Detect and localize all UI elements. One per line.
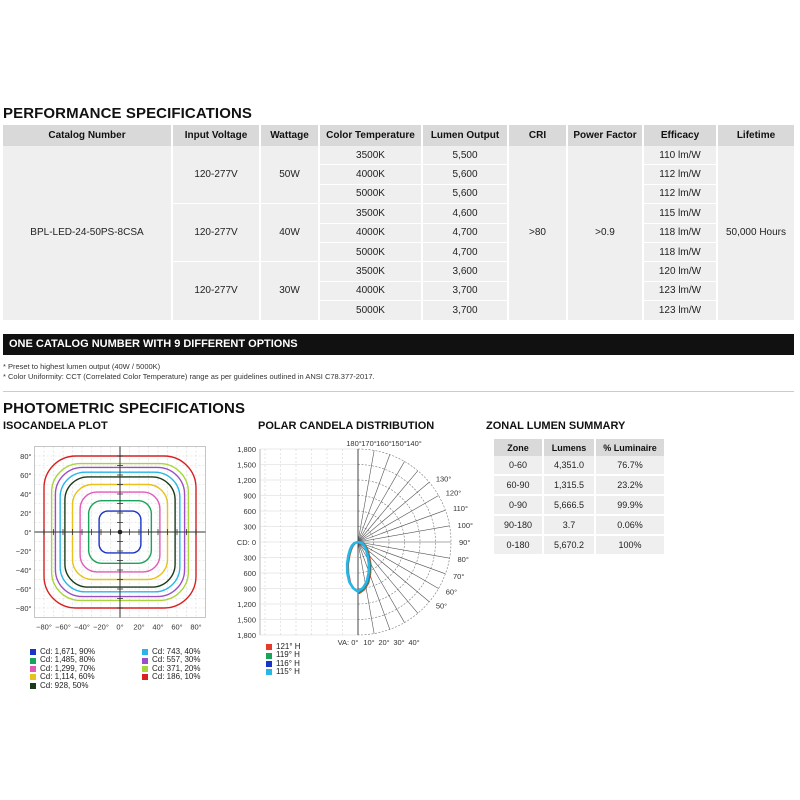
polar-legend: [266, 643, 301, 677]
legend-label: Cd: 1,299, 70%: [40, 663, 96, 673]
performance-header-row: [3, 125, 794, 146]
zone-percent-cell: 99.9%: [595, 495, 664, 515]
y-tick-label: −40°: [15, 566, 32, 575]
lumens-cell: 3,700: [422, 301, 508, 320]
photometric-title: PHOTOMETRIC SPECIFICATIONS: [3, 400, 246, 417]
lumens-cell: 4,700: [422, 242, 508, 261]
zone-percent-cell: 23.2%: [595, 475, 664, 495]
legend-swatch: [30, 674, 36, 680]
header-lumens: Lumen Output: [422, 125, 508, 146]
y-tick-label: 40°: [20, 490, 32, 499]
legend-swatch: [30, 683, 36, 689]
y-tick-label: −20°: [15, 547, 32, 556]
angle-label: 90°: [459, 538, 471, 547]
note-uniformity: * Color Uniformity: CCT (Correlated Color Temperature) range as per guidelines outlined in ANSI C78.377-2017.: [3, 372, 375, 381]
efficacy-cell: 123 lm/W: [643, 301, 717, 320]
efficacy-cell: 112 lm/W: [643, 165, 717, 184]
zone-lumens-cell: 3.7: [543, 515, 595, 535]
header-cct: Color Temperature: [319, 125, 422, 146]
zone-lumens-cell: 4,351.0: [543, 456, 595, 475]
efficacy-cell: 118 lm/W: [643, 242, 717, 261]
legend-item: [142, 673, 200, 681]
cct-cell: 4000K: [319, 165, 422, 184]
legend-label: Cd: 1,114, 60%: [40, 672, 95, 682]
legend-swatch: [266, 653, 272, 659]
voltage-cell: 120-277V: [172, 204, 260, 262]
angle-label: 110°: [453, 504, 468, 514]
angle-label: 80°: [457, 555, 469, 565]
x-tick-label: −20°: [93, 622, 109, 632]
efficacy-cell: 120 lm/W: [643, 262, 717, 281]
legend-label: 121° H: [276, 642, 301, 651]
cct-cell: 4000K: [319, 281, 422, 300]
performance-table: [3, 125, 794, 321]
isocandela-chart: [0, 435, 230, 647]
angle-label: 50°: [435, 601, 448, 611]
zone-cell: 0-60: [494, 456, 543, 475]
legend-swatch: [266, 661, 272, 667]
wattage-cell: 40W: [260, 204, 319, 262]
polar-title: POLAR CANDELA DISTRIBUTION: [258, 420, 435, 432]
legend-item: [266, 668, 301, 676]
zone-lumens-cell: 5,670.2: [543, 535, 595, 555]
table-row: [494, 515, 664, 535]
banner-text: ONE CATALOG NUMBER WITH 9 DIFFERENT OPTIONS: [9, 338, 298, 350]
angle-label: 10°: [363, 638, 375, 647]
options-banner: [3, 334, 794, 355]
lumens-cell: 3,600: [422, 262, 508, 281]
legend-item: [30, 682, 95, 690]
cct-cell: 5000K: [319, 301, 422, 320]
efficacy-cell: 115 lm/W: [643, 204, 717, 223]
zone-percent-cell: 76.7%: [595, 456, 664, 475]
header-efficacy: Efficacy: [643, 125, 717, 146]
center-label: CD: 0: [236, 538, 256, 547]
angle-label: 140°: [406, 439, 422, 448]
zonal-header-zone: Zone: [494, 439, 543, 456]
zone-percent-cell: 0.06%: [595, 515, 664, 535]
x-tick-label: 0°: [116, 622, 124, 632]
x-tick-label: −80°: [36, 622, 52, 632]
header-catalog: Catalog Number: [3, 125, 172, 146]
x-tick-label: 60°: [171, 622, 183, 632]
y-tick-label: 20°: [20, 509, 32, 518]
legend-label: Cd: 557, 30%: [152, 655, 201, 665]
zone-cell: 0-90: [494, 495, 543, 515]
table-row: [3, 146, 794, 165]
legend-swatch: [266, 669, 272, 675]
angle-label: 170°: [361, 439, 377, 448]
x-tick-label: −40°: [74, 622, 90, 632]
zonal-table: [494, 439, 664, 556]
lumens-cell: 5,500: [422, 146, 508, 165]
radial-tick-label: 1,500: [237, 460, 256, 470]
lumens-cell: 4,600: [422, 204, 508, 223]
legend-swatch: [30, 649, 36, 655]
legend-label: Cd: 928, 50%: [40, 680, 89, 690]
legend-swatch: [266, 644, 272, 650]
y-tick-label: 0°: [24, 528, 32, 537]
legend-label: 119° H: [276, 650, 300, 660]
legend-swatch: [30, 666, 36, 672]
legend-label: Cd: 1,671, 90%: [40, 647, 96, 656]
zone-lumens-cell: 1,315.5: [543, 475, 595, 495]
x-tick-label: 40°: [152, 622, 164, 632]
angle-label: 40°: [408, 638, 420, 647]
radial-tick-label: 900: [243, 491, 256, 501]
voltage-cell: 120-277V: [172, 262, 260, 320]
angle-label: 180°: [346, 439, 362, 448]
angle-label: 100°: [457, 520, 474, 530]
catalog-number: BPL-LED-24-50PS-8CSA: [3, 146, 172, 320]
cct-cell: 3500K: [319, 262, 422, 281]
legend-label: Cd: 186, 10%: [152, 672, 201, 682]
angle-label: 20°: [378, 638, 390, 647]
radial-tick-label: 600: [243, 507, 256, 516]
efficacy-cell: 118 lm/W: [643, 223, 717, 242]
zonal-title: ZONAL LUMEN SUMMARY: [486, 420, 626, 432]
efficacy-cell: 112 lm/W: [643, 184, 717, 203]
isocandela-title: ISOCANDELA PLOT: [3, 420, 108, 432]
angle-label: VA: 0°: [337, 638, 359, 647]
header-pf: Power Factor: [567, 125, 643, 146]
header-voltage: Input Voltage: [172, 125, 260, 146]
zone-percent-cell: 100%: [595, 535, 664, 555]
radial-tick-label: 300: [243, 522, 256, 532]
zone-lumens-cell: 5,666.5: [543, 495, 595, 515]
zonal-header-percent: % Luminaire: [595, 439, 664, 456]
legend-swatch: [30, 658, 36, 664]
y-tick-label: −80°: [15, 604, 32, 613]
table-row: [494, 495, 664, 515]
voltage-cell: 120-277V: [172, 146, 260, 204]
cct-cell: 5000K: [319, 242, 422, 261]
performance-title: PERFORMANCE SPECIFICATIONS: [3, 105, 253, 122]
legend-label: 116° H: [276, 658, 300, 668]
radial-tick-label: 1,500: [237, 615, 256, 625]
angle-label: 30°: [393, 638, 405, 647]
angle-label: 160°: [376, 439, 392, 448]
cct-cell: 4000K: [319, 223, 422, 242]
angle-label: 150°: [391, 439, 407, 448]
legend-swatch: [142, 666, 148, 672]
x-tick-label: 80°: [190, 622, 202, 632]
radial-tick-label: 600: [243, 569, 256, 578]
table-row: [494, 475, 664, 495]
angle-label: 120°: [445, 488, 462, 498]
zonal-header-lumens: Lumens: [543, 439, 595, 456]
y-tick-label: −60°: [15, 585, 32, 594]
angle-label: 60°: [445, 587, 458, 597]
legend-label: Cd: 743, 40%: [152, 647, 201, 656]
cct-cell: 3500K: [319, 204, 422, 223]
lumens-cell: 5,600: [422, 165, 508, 184]
x-tick-label: −60°: [55, 622, 71, 632]
cct-cell: 5000K: [319, 184, 422, 203]
table-row: [494, 456, 664, 475]
wattage-cell: 50W: [260, 146, 319, 204]
isocandela-legend-left: [30, 648, 95, 690]
angle-label: 70°: [453, 571, 465, 581]
angle-label: 130°: [435, 474, 452, 484]
table-row: [494, 535, 664, 555]
header-lifetime: Lifetime: [717, 125, 794, 146]
zone-cell: 0-180: [494, 535, 543, 555]
radial-tick-label: 900: [243, 584, 256, 594]
legend-label: Cd: 371, 20%: [152, 663, 201, 673]
note-preset: * Preset to highest lumen output (40W / 5000K): [3, 362, 161, 371]
header-wattage: Wattage: [260, 125, 319, 146]
legend-swatch: [142, 658, 148, 664]
y-tick-label: 60°: [20, 471, 32, 480]
legend-swatch: [142, 674, 148, 680]
legend-label: 115° H: [276, 667, 300, 677]
wattage-cell: 30W: [260, 262, 319, 320]
power-factor-cell: >0.9: [567, 146, 643, 320]
radial-tick-label: 300: [243, 553, 256, 563]
lumens-cell: 3,700: [422, 281, 508, 300]
lifetime-cell: 50,000 Hours: [717, 146, 794, 320]
zone-cell: 90-180: [494, 515, 543, 535]
cri-cell: >80: [508, 146, 567, 320]
radial-tick-label: 1,800: [237, 631, 256, 640]
isocandela-legend-right: [142, 648, 200, 682]
efficacy-cell: 110 lm/W: [643, 146, 717, 165]
x-tick-label: 20°: [133, 622, 145, 632]
lumens-cell: 5,600: [422, 184, 508, 203]
legend-swatch: [142, 649, 148, 655]
legend-label: Cd: 1,485, 80%: [40, 655, 96, 665]
lumens-cell: 4,700: [422, 223, 508, 242]
zonal-header-row: [494, 439, 664, 456]
y-tick-label: 80°: [20, 452, 32, 461]
header-cri: CRI: [508, 125, 567, 146]
divider: [3, 391, 794, 392]
radial-tick-label: 1,800: [237, 445, 256, 454]
zone-cell: 60-90: [494, 475, 543, 495]
radial-tick-label: 1,200: [237, 600, 256, 609]
radial-tick-label: 1,200: [237, 476, 256, 485]
cct-cell: 3500K: [319, 146, 422, 165]
efficacy-cell: 123 lm/W: [643, 281, 717, 300]
